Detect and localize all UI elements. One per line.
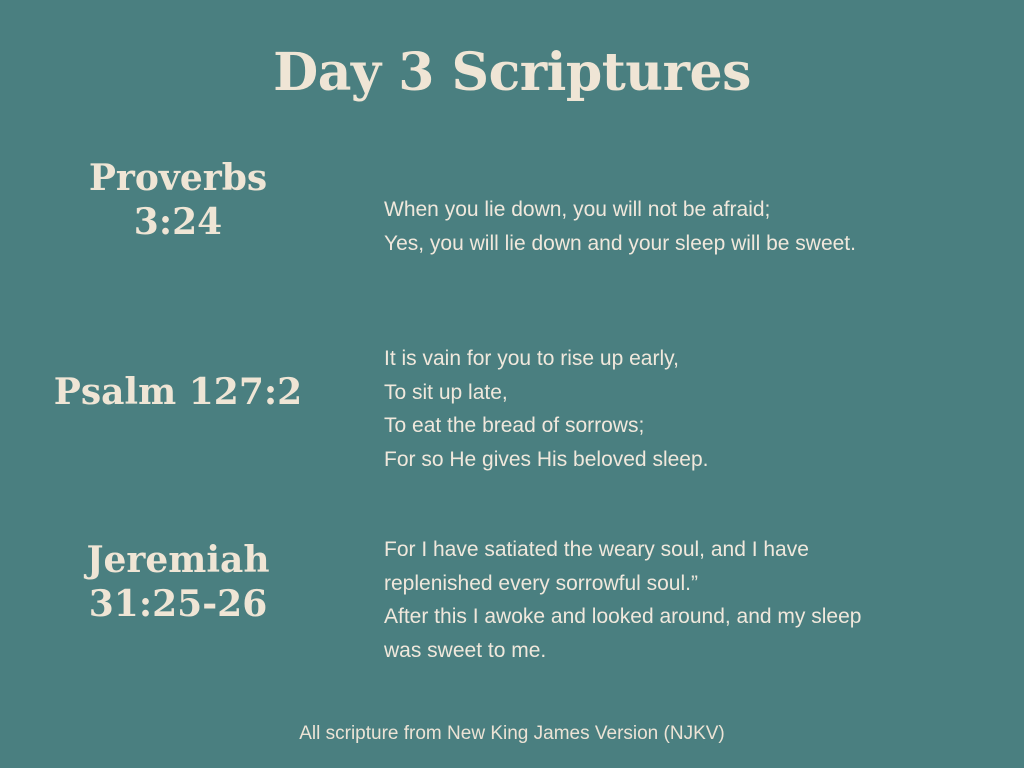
scripture-reference-psalm: [52, 370, 304, 414]
verse-line: After this I awoke and looked around, and my sleep: [384, 605, 862, 628]
verse-line: It is vain for you to rise up early,: [384, 347, 679, 370]
reference-line: 3:24: [133, 201, 223, 243]
verse-line: For I have satiated the weary soul, and I have: [384, 538, 809, 561]
verse-line: replenished every sorrowful soul.”: [384, 571, 698, 595]
page-title: Day 3 Scriptures: [273, 42, 751, 103]
verse-line: Yes, you will lie down and your sleep will be sweet.: [384, 231, 856, 255]
scripture-verse-psalm: [384, 342, 1004, 476]
verse-line: was sweet to me.: [384, 638, 547, 662]
reference-line: Proverbs: [88, 157, 268, 199]
verse-line: For so He gives His beloved sleep.: [384, 447, 709, 471]
scripture-verse-proverbs: [384, 193, 1004, 260]
verse-line: When you lie down, you will not be afraid;: [384, 198, 771, 221]
scripture-reference-proverbs: [52, 156, 304, 244]
verse-line: To eat the bread of sorrows;: [384, 414, 645, 437]
scripture-verse-jeremiah: [384, 533, 1004, 667]
reference-line: Psalm 127:2: [53, 371, 303, 413]
reference-line: Jeremiah: [86, 539, 270, 581]
verse-line: To sit up late,: [384, 380, 508, 404]
translation-footnote: All scripture from New King James Version (NJKV): [299, 723, 725, 744]
scripture-reference-jeremiah: [52, 538, 304, 626]
reference-line: 31:25-26: [88, 583, 268, 625]
